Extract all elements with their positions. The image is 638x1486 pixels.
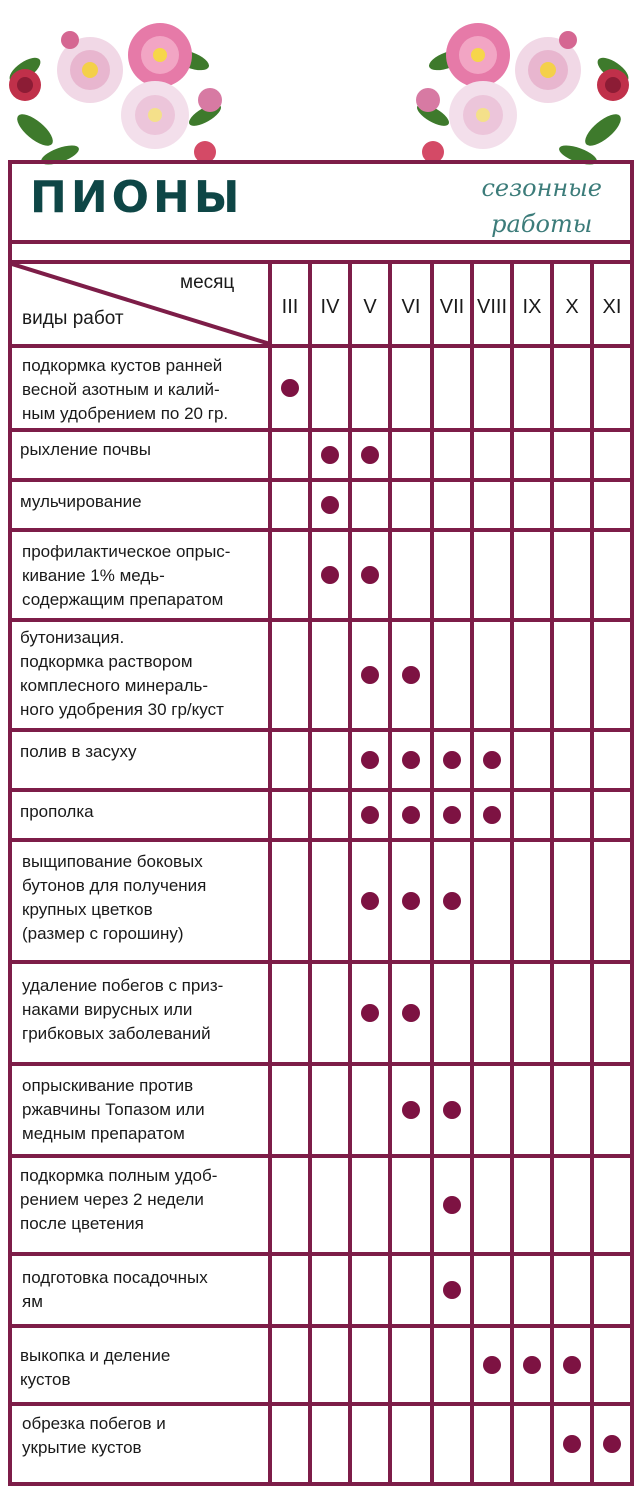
schedule-dot [443, 1281, 461, 1299]
work-type-label [22, 1074, 268, 1146]
month-header-label: месяц [180, 272, 235, 293]
month-column-header: XI [602, 296, 622, 318]
table-row-divider [8, 788, 630, 792]
schedule-dot [321, 496, 339, 514]
schedule-dot [443, 751, 461, 769]
schedule-dot [402, 806, 420, 824]
work-type-label [20, 800, 266, 824]
table-row-divider [8, 1324, 630, 1328]
month-column-header: IX [522, 296, 542, 318]
table-column-divider [348, 264, 352, 1482]
work-type-label-line: кивание 1% медь- [22, 566, 165, 585]
schedule-dot [361, 1004, 379, 1022]
table-row-divider [8, 1402, 630, 1406]
work-type-label [22, 1412, 268, 1460]
work-type-label-line: удаление побегов с приз- [22, 976, 224, 995]
work-type-label [20, 490, 266, 514]
table-column-divider [268, 264, 272, 1482]
work-type-label-line: подкормка раствором [20, 652, 193, 671]
table-row-divider [8, 1252, 630, 1256]
work-type-label-line: рением через 2 недели [20, 1190, 204, 1209]
work-type-label-line: обрезка побегов и [22, 1414, 166, 1433]
schedule-dot [443, 806, 461, 824]
work-type-label-line: ным удобрением по 20 гр. [22, 404, 229, 423]
work-type-label [20, 740, 266, 764]
work-type-label-line: содержащим препаратом [22, 590, 224, 609]
table-row-divider [8, 478, 630, 482]
work-type-label [20, 438, 266, 462]
schedule-dot [361, 751, 379, 769]
work-type-label [20, 1164, 266, 1236]
schedule-dot [563, 1435, 581, 1453]
work-type-label-line: ного удобрения 30 гр/куст [20, 700, 224, 719]
schedule-dot [483, 806, 501, 824]
subtitle-line: работы [491, 210, 593, 238]
work-type-label [22, 850, 268, 946]
schedule-dot [603, 1435, 621, 1453]
table-row-divider [8, 344, 630, 348]
work-type-label-line: весной азотным и калий- [22, 380, 220, 399]
schedule-dot [523, 1356, 541, 1374]
work-type-label-line: подкормка полным удоб- [20, 1166, 218, 1185]
work-type-label-line: ржавчины Топазом или [22, 1100, 205, 1119]
work-type-label-line: наками вирусных или [22, 1000, 193, 1019]
work-type-label-line: подкормка кустов ранней [22, 356, 223, 375]
schedule-dot [443, 1101, 461, 1119]
work-type-label-line: крупных цветков [22, 900, 153, 919]
schedule-dot [443, 1196, 461, 1214]
schedule-dot [483, 1356, 501, 1374]
schedule-dot [402, 892, 420, 910]
table-row-divider [8, 838, 630, 842]
table-row-divider [8, 1062, 630, 1066]
work-type-label-line: рыхление почвы [20, 440, 152, 459]
page-subtitle [481, 170, 602, 242]
table-column-divider [470, 264, 474, 1482]
table-column-divider [308, 264, 312, 1482]
schedule-dot [361, 446, 379, 464]
subtitle-line: сезонные [481, 174, 602, 202]
work-type-label [20, 626, 266, 722]
work-type-label [22, 974, 268, 1046]
table-row-divider [8, 240, 630, 244]
work-type-label-line: укрытие кустов [22, 1438, 142, 1457]
table-column-divider [510, 264, 514, 1482]
table-row-divider [8, 728, 630, 732]
page-title: ПИОНЫ [30, 172, 244, 223]
month-column-header: VII [439, 296, 465, 318]
table-row-divider [8, 260, 630, 264]
peony-bouquet-left-image [0, 0, 240, 175]
work-type-label [20, 1344, 266, 1392]
work-type-label-line: опрыскивание против [22, 1076, 194, 1095]
month-column-header: VI [401, 296, 421, 318]
table-row-divider [8, 1154, 630, 1158]
table-row-divider [8, 528, 630, 532]
work-type-label-line: профилактическое опрыс- [22, 542, 231, 561]
table-column-divider [590, 264, 594, 1482]
table-row-divider [8, 618, 630, 622]
work-type-label-line: комплесного минераль- [20, 676, 209, 695]
month-column-header: X [565, 296, 579, 318]
work-type-label-line: выкопка и деление [20, 1346, 171, 1365]
work-type-label-line: выщипование боковых [22, 852, 203, 871]
work-type-label-line: бутонов для получения [22, 876, 207, 895]
month-column-header: V [363, 296, 377, 318]
work-type-label-line: прополка [20, 802, 94, 821]
work-type-label-line: мульчирование [20, 492, 142, 511]
schedule-dot [402, 1004, 420, 1022]
table-column-divider [550, 264, 554, 1482]
work-type-label [22, 540, 268, 612]
work-type-label-line: грибковых заболеваний [22, 1024, 211, 1043]
table-row-divider [8, 428, 630, 432]
table-column-divider [430, 264, 434, 1482]
schedule-dot [402, 666, 420, 684]
work-type-label-line: медным препаратом [22, 1124, 185, 1143]
schedule-dot [361, 806, 379, 824]
work-type-label-line: бутонизация. [20, 628, 125, 647]
schedule-dot [321, 446, 339, 464]
schedule-dot [361, 666, 379, 684]
month-column-header: IV [320, 296, 340, 318]
schedule-dot [361, 892, 379, 910]
month-column-header: III [281, 296, 299, 318]
schedule-dot [321, 566, 339, 584]
work-type-label-line: полив в засуху [20, 742, 137, 761]
schedule-dot [563, 1356, 581, 1374]
schedule-dot [402, 751, 420, 769]
schedule-dot [443, 892, 461, 910]
work-type-label-line: подготовка посадочных [22, 1268, 208, 1287]
schedule-dot [361, 566, 379, 584]
schedule-dot [483, 751, 501, 769]
table-column-divider [388, 264, 392, 1482]
month-column-header: VIII [476, 296, 507, 318]
schedule-dot [281, 379, 299, 397]
schedule-dot [402, 1101, 420, 1119]
work-type-label [22, 354, 268, 426]
work-type-label-line: ям [22, 1292, 43, 1311]
work-type-label [22, 1266, 268, 1314]
work-type-label-line: после цветения [20, 1214, 144, 1233]
work-type-label-line: (размер с горошину) [22, 924, 184, 943]
work-type-label-line: кустов [20, 1370, 71, 1389]
table-row-divider [8, 960, 630, 964]
peony-bouquet-right-image [398, 0, 638, 175]
work-type-header-label: виды работ [22, 308, 124, 329]
